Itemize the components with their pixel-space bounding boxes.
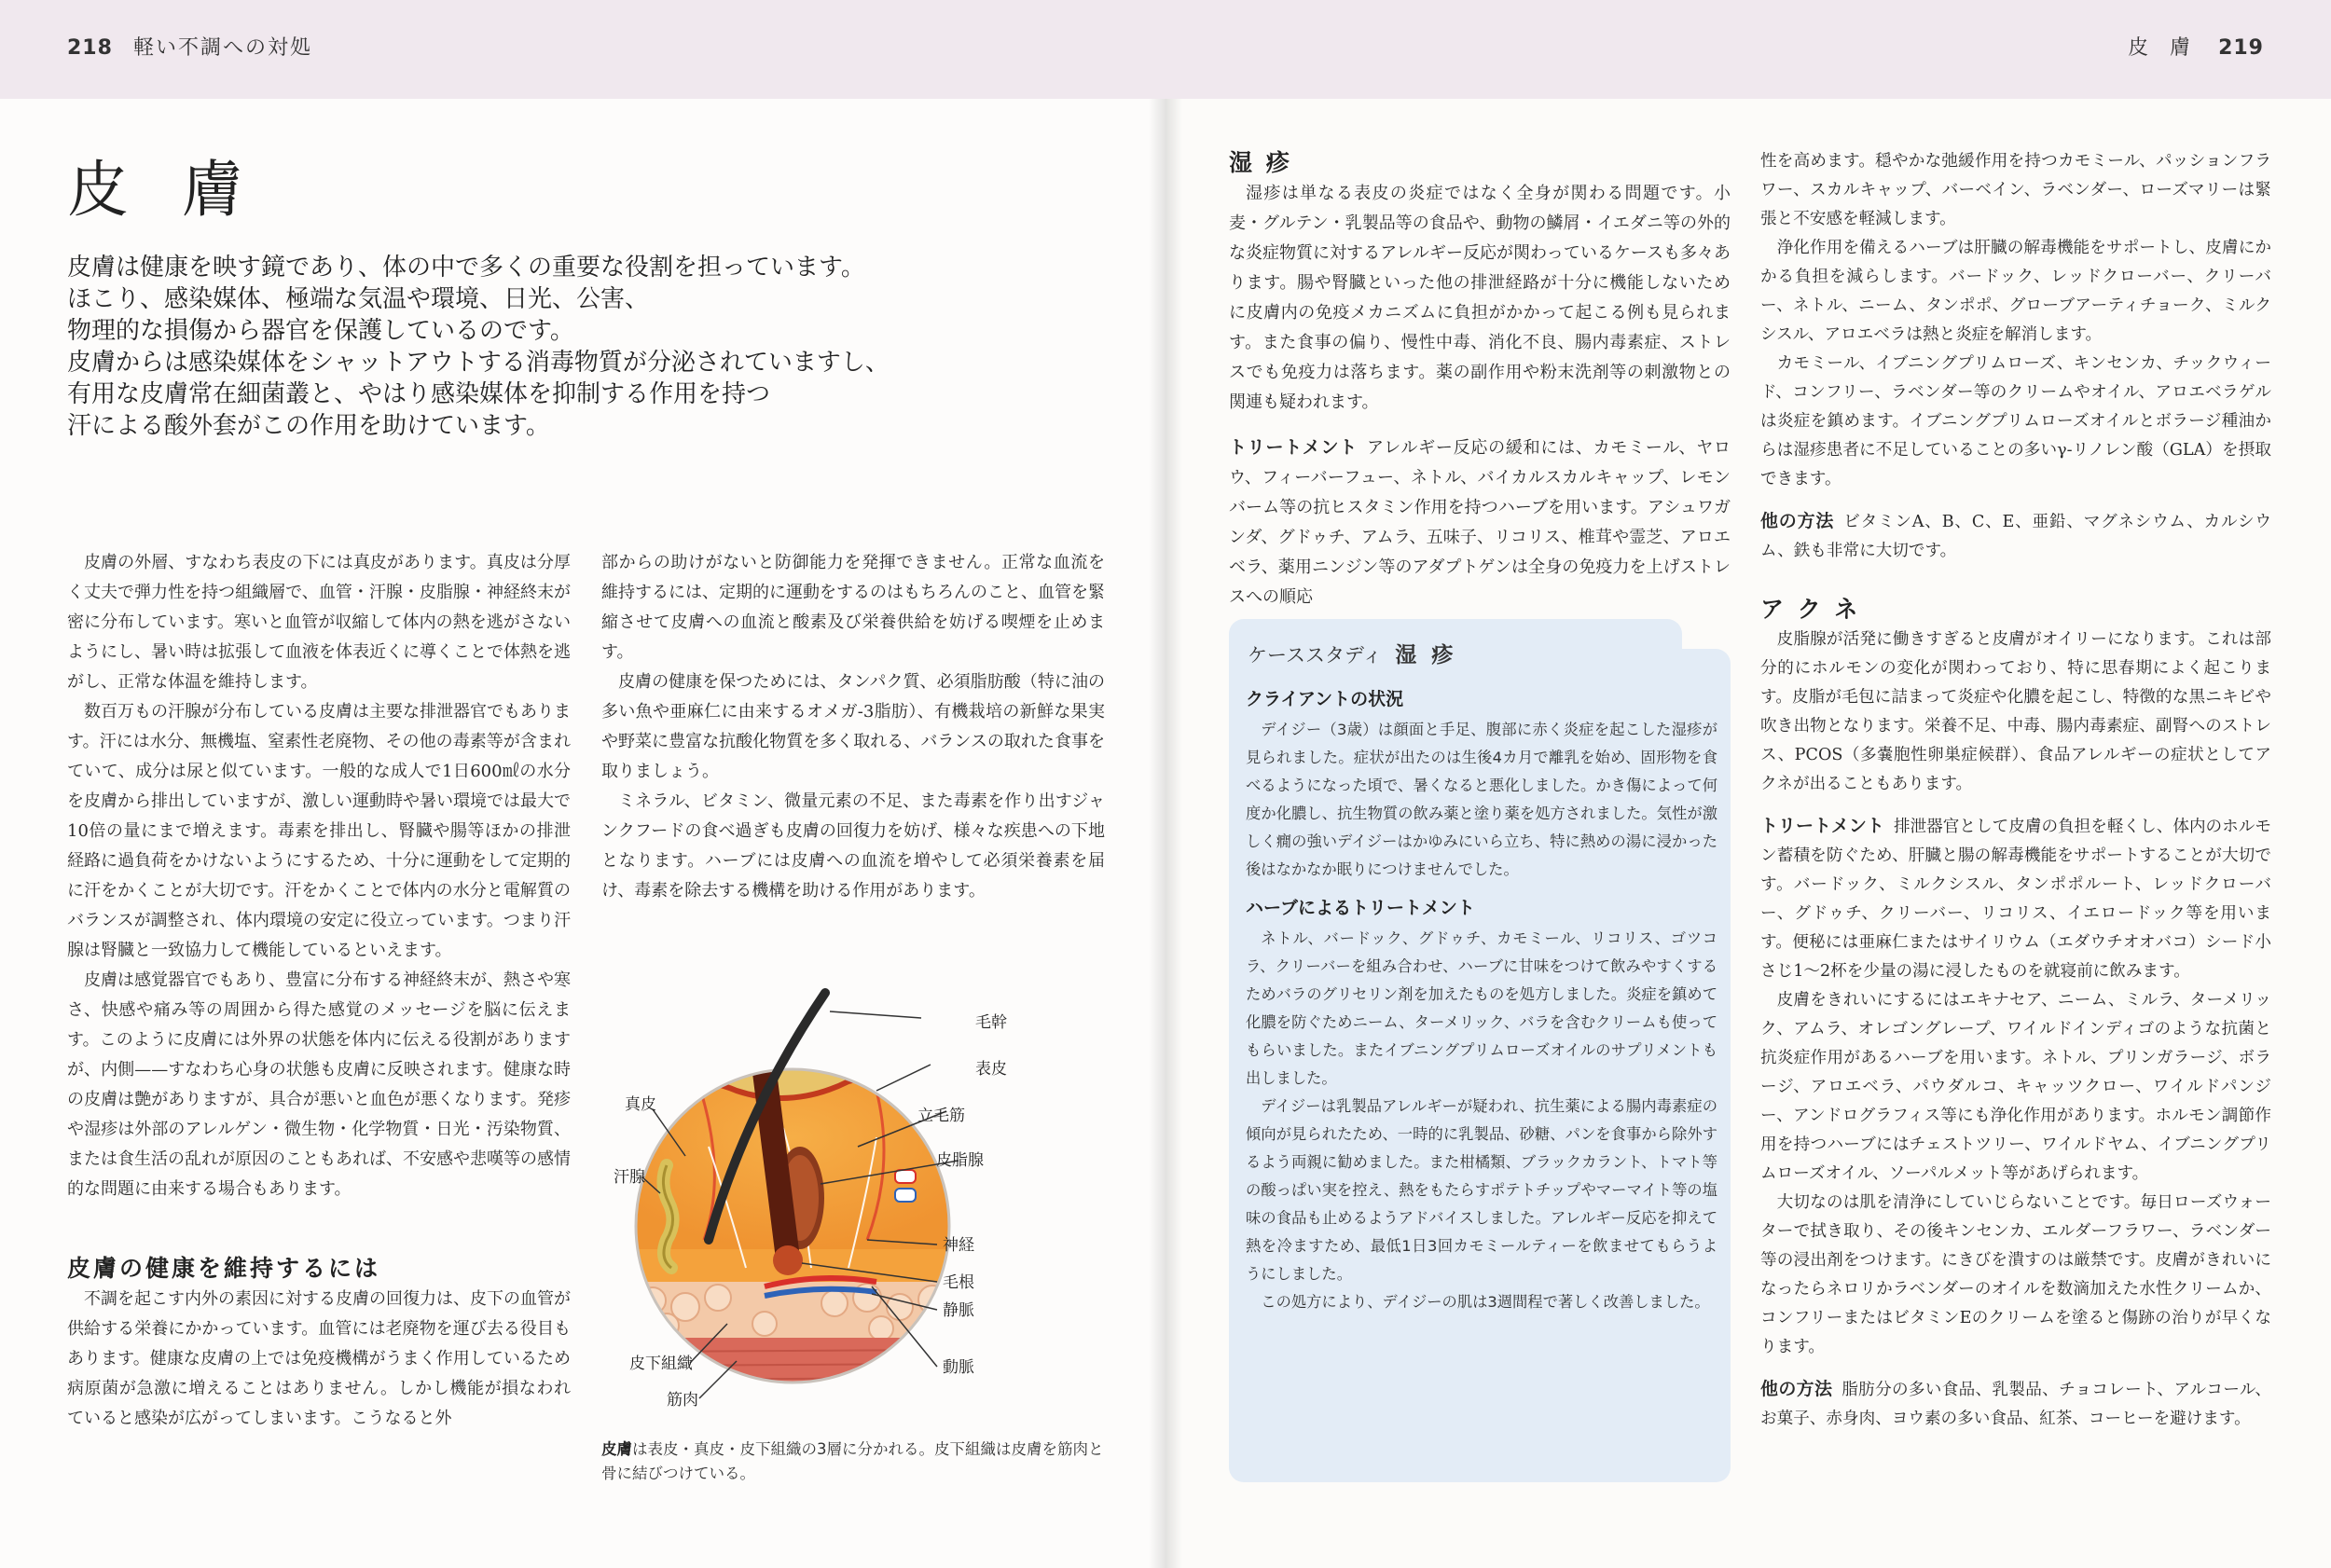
treatment-text: 排泄器官として皮膚の負担を軽くし、体内のホルモン蓄積を防ぐため、肝臓と腸の解毒機能をサポートすることが大切です。バードック、ミルクシスル、タンポポルート、レッドクローバー、グドゥチ、クリーバー、リコリス、イエロードック等を用います。便秘には亜麻仁またはサイリウム（エダウチオオバコ）シード小さじ1〜2杯を少量の湯に浸したものを就寝前に飲みます。	[1760, 818, 2271, 981]
other-methods-label: 他の方法	[1760, 511, 1835, 531]
skin-diagram	[597, 960, 1119, 1408]
case-paragraph: デイジーは乳製品アレルギーが疑われ、抗生薬による腸内毒素症の傾向が見られたため、一時的に乳製品、砂糖、パンを食事から除外するよう両親に勧めました。また柑橘類、ブラックカラント、トマト等の酸っぱい実を控え、熱をもたらすポテトチップやマーマイト等の塩味の食品も止めるようアドバイスしました。アレルギー反応を抑えて熱を冷ますため、最低1日3回カモミールティーを飲ませてもらうようにしました。	[1246, 1097, 1717, 1283]
book-gutter	[1149, 0, 1182, 1568]
case-heading-client: クライアントの状況	[1246, 689, 1404, 709]
body-column-3	[1229, 147, 1731, 612]
section-heading-acne: ア ク ネ	[1760, 596, 1861, 623]
other-methods-label: 他の方法	[1760, 1379, 1833, 1399]
label-arrector-muscle: 立毛筋	[917, 1107, 965, 1125]
body-paragraph: 浄化作用を備えるハーブは肝臓の解毒機能をサポートし、皮膚にかかる負担を減らします。バードック、レッドクローバー、クリーバー、ネトル、ニーム、タンポポ、グローブアーティチョーク、ミルクシスル、アロエベラは熱と炎症を解消します。	[1760, 239, 2271, 344]
intro-line: 皮膚は健康を映す鏡であり、体の中で多くの重要な役割を担っています。	[67, 254, 865, 282]
right-page-number: 219	[2218, 36, 2264, 60]
left-section-title: 軽い不調への対処	[132, 36, 312, 60]
other-methods-paragraph	[1760, 1375, 2271, 1434]
other-methods-text: ビタミンA、B、C、E、亜鉛、マグネシウム、カルシウム、鉄も非常に大切です。	[1760, 513, 2271, 560]
intro-line: 物理的な損傷から器官を保護しているのです。	[67, 317, 574, 345]
body-paragraph: 皮膚の外層、すなわち表皮の下には真皮があります。真皮は分厚く丈夫で弾力性を持つ組織層で、血管・汗腺・皮脂腺・神経終末が密に分布しています。寒いと血管が収縮して体内の熱を逃がさないようにし、暑い時は拡張して血液を体表近くに導くことで体熱を逃がし、正常な体温を維持します。	[67, 553, 571, 692]
section-heading-eczema: 湿 疹	[1229, 149, 1292, 176]
body-paragraph: 不調を起こす内外の素因に対する皮膚の回復力は、皮下の血管が供給する栄養にかかっています。血管には老廃物を運び去る役目もあります。健康な皮膚の上では免疫機構がうまく作用しているため病原菌が急激に増えることはありません。しかし機能が損なわれていると感染が広がってしまいます。こうなると外	[67, 1289, 571, 1428]
body-paragraph: ミネラル、ビタミン、微量元素の不足、また毒素を作り出すジャンクフードの食べ過ぎも皮膚の回復力を妨げ、様々な疾患への下地となります。ハーブには皮膚への血流を増やして必須栄養素を届け、毒素を除去する機構を助ける作用があります。	[601, 791, 1105, 901]
body-paragraph: 数百万もの汗腺が分布している皮膚は主要な排泄器官でもあります。汗には水分、無機塩、窒素性老廃物、その他の毒素等が含まれていて、成分は尿と似ています。一般的な成人で1日600㎖の水分を皮膚から排出していますが、激しい運動時や暑い環境では最大で10倍の量にまで増えます。毒素を排出し、腎臓や腸等ほかの排泄経路に過負荷をかけないようにするため、十分に運動をして定期的に汗をかくことが大切です。汗をかくことで体内の水分と電解質のバランスが調整され、体内環境の安定に役立っています。つまり汗腺は腎臓と一致協力して機能しているといえます。	[67, 702, 571, 960]
case-paragraph: この処方により、デイジーの肌は3週間程で著しく改善しました。	[1261, 1293, 1710, 1311]
page-title: 皮 膚	[67, 154, 260, 226]
case-study-title	[1248, 638, 1456, 668]
case-study-label: ケーススタディ	[1248, 644, 1383, 667]
left-page-number: 218	[67, 36, 113, 60]
body-column-2	[601, 548, 1105, 906]
body-paragraph: カモミール、イブニングプリムローズ、キンセンカ、チックウィード、コンフリー、ラベンダー等のクリームやオイル、アロエベラゲルは炎症を鎮めます。イブニングプリムローズオイルとボラージ種油からは湿疹患者に不足していることの多いγ-リノレン酸（GLA）を摂取できます。	[1760, 354, 2271, 488]
case-paragraph: ネトル、バードック、グドゥチ、カモミール、リコリス、ゴツコラ、クリーバーを組み合わせ、ハーブに甘味をつけて飲みやすくするためバラのグリセリン剤を加えたものを処方しました。炎症を鎮めて化膿を防ぐためニーム、ターメリック、バラを含むクリームも使ってもらいました。またイブニングプリムローズオイルのサプリメントも出しました。	[1246, 929, 1717, 1087]
right-running-header	[2128, 32, 2264, 61]
left-running-header	[67, 32, 312, 61]
caption-text: は表皮・真皮・皮下組織の3層に分かれる。皮下組織は皮膚を筋肉と骨に結びつけている。	[601, 1440, 1104, 1482]
diagram-caption	[601, 1437, 1110, 1486]
label-hair-root: 毛根	[943, 1273, 974, 1292]
intro-line: 皮膚からは感染媒体をシャットアウトする消毒物質が分泌されていますし、	[67, 349, 890, 377]
intro-paragraph	[67, 252, 1093, 442]
acne-treatment-paragraph	[1760, 812, 2271, 986]
label-hair-shaft: 毛幹	[975, 1013, 1007, 1032]
body-paragraph: 皮膚をきれいにするにはエキナセア、ニーム、ミルラ、ターメリック、アムラ、オレゴングレープ、ワイルドインディゴのような抗菌と抗炎症作用があるハーブを用います。ネトル、プリンガラージ、ボラージ、アロエベラ、パウダルコ、キャッツクロー、ワイルドパンジー、アンドログラフィス等にも浄化作用があります。ホルモン調節作用を持つハーブにはチェストツリー、ワイルドヤム、イブニングプリムローズオイル、ソーパルメット等があげられます。	[1760, 991, 2271, 1183]
right-section-title: 皮 膚	[2128, 36, 2199, 60]
other-methods-paragraph	[1760, 507, 2271, 566]
label-subcutis: 皮下組織	[629, 1355, 693, 1373]
treatment-label: トリートメント	[1229, 437, 1359, 458]
intro-line: 汗による酸外套がこの作用を助けています。	[67, 412, 550, 440]
section-heading-skin-health: 皮膚の健康を維持するには	[67, 1255, 381, 1282]
label-artery: 動脈	[943, 1358, 974, 1377]
body-column-4	[1760, 147, 2271, 1434]
case-study-topic: 湿 疹	[1395, 643, 1457, 667]
label-muscle: 筋肉	[667, 1391, 698, 1408]
case-study-body	[1246, 682, 1717, 1316]
label-dermis: 真皮	[625, 1095, 656, 1114]
label-sweat-gland: 汗腺	[614, 1168, 645, 1187]
treatment-label: トリートメント	[1760, 816, 1884, 836]
body-paragraph: 性を高めます。穏やかな弛緩作用を持つカモミール、パッションフラワー、スカルキャップ、バーベイン、ラベンダー、ローズマリーは緊張と不安感を軽減します。	[1760, 152, 2271, 228]
label-nerve: 神経	[943, 1236, 974, 1255]
label-epidermis: 表皮	[975, 1060, 1007, 1079]
caption-bold: 皮膚	[601, 1440, 632, 1458]
other-methods-text: 脂肪分の多い食品、乳製品、チョコレート、アルコール、お菓子、赤身肉、ヨウ素の多い食品、紅茶、コーヒーを避けます。	[1760, 1381, 2271, 1428]
body-paragraph: 部からの助けがないと防御能力を発揮できません。正常な血流を維持するには、定期的に運動をするのはもちろんのこと、血管を緊縮させて皮膚への血流と酸素及び栄養供給を妨げる喫煙を止めます。	[601, 553, 1105, 662]
body-paragraph: 皮膚の健康を保つためには、タンパク質、必須脂肪酸（特に油の多い魚や亜麻仁に由来するオメガ-3脂肪）、有機栽培の新鮮な果実や野菜に豊富な抗酸化物質を多く取れる、バランスの取れた食事を取りましょう。	[601, 672, 1105, 781]
body-paragraph: 皮脂腺が活発に働きすぎると皮膚がオイリーになります。これは部分的にホルモンの変化が関わっており、特に思春期によく起こります。皮脂が毛包に詰まって炎症や化膿を起こし、特徴的な黒ニキビや吹き出物となります。栄養不足、中毒、腸内毒素症、副腎へのストレス、PCOS（多嚢胞性卵巣症候群）、食品アレルギーの症状としてアクネが出ることもあります。	[1760, 630, 2271, 793]
body-paragraph: 湿疹は単なる表皮の炎症ではなく全身が関わる問題です。小麦・グルテン・乳製品等の食品や、動物の鱗屑・イエダニ等の外的な炎症物質に対するアレルギー反応が関わっているケースも多々あります。腸や腎臓といった他の排泄経路が十分に機能しないために皮膚内の免疫メカニズムに負担がかかって起こる例も見られます。また食事の偏り、慢性中毒、消化不良、腸内毒素症、ストレスでも免疫力は落ちます。薬の副作用や粉末洗剤等の刺激物との関連も疑われます。	[1229, 184, 1731, 412]
case-heading-treatment: ハーブによるトリートメント	[1246, 898, 1475, 918]
intro-line: ほこり、感染媒体、極端な気温や環境、日光、公害、	[67, 285, 650, 313]
body-column-1	[67, 548, 571, 1434]
intro-line: 有用な皮膚常在細菌叢と、やはり感染媒体を抑制する作用を持つ	[67, 380, 771, 408]
case-paragraph: デイジー（3歳）は顔面と手足、腹部に赤く炎症を起こした湿疹が見られました。症状が出たのは生後4カ月で離乳を始め、固形物を食べるようになった頃で、暑くなると悪化しました。かき傷によって何度か化膿し、抗生物質の飲み薬と塗り薬を処方されました。気性が激しく癇の強いデイジーはかゆみにいら立ち、特に熱めの湯に浸かった後はなかなか眠りにつけませんでした。	[1246, 721, 1717, 878]
treatment-paragraph	[1229, 433, 1731, 612]
label-sebaceous-gland: 皮脂腺	[936, 1151, 984, 1170]
body-paragraph: 皮膚は感覚器官でもあり、豊富に分布する神経終末が、熱さや寒さ、快感や痛み等の周囲から得た感覚のメッセージを脳に伝えます。このように皮膚には外界の状態を体内に伝える役割がありますが、内側——すなわち心身の状態も皮膚に反映されます。健康な時の皮膚は艶がありますが、具合が悪いと血色が悪くなります。発疹や湿疹は外部のアレルゲン・微生物・化学物質・日光・汚染物質、または食生活の乱れが原因のこともあれば、不安感や悲嘆等の感情的な問題に由来する場合もあります。	[67, 970, 571, 1199]
body-paragraph: 大切なのは肌を清浄にしていじらないことです。毎日ローズウォーターで拭き取り、その後キンセンカ、エルダーフラワー、ラベンダー等の浸出剤をつけます。にきびを潰すのは厳禁です。皮膚がきれいになったらネロリかラベンダーのオイルを数滴加えた水性クリームか、コンフリーまたはビタミンEのクリームを塗ると傷跡の治りが早くなります。	[1760, 1193, 2271, 1356]
treatment-text: アレルギー反応の緩和には、カモミール、ヤロウ、フィーバーフュー、ネトル、バイカルスカルキャップ、レモンバーム等の抗ヒスタミン作用を持つハーブを用います。アシュワガンダ、グドゥチ、アムラ、五味子、リコリス、椎茸や霊芝、アロエベラ、薬用ニンジン等のアダプトゲンは全身の免疫力を上げストレスへの順応	[1229, 438, 1731, 607]
label-vein: 静脈	[943, 1301, 974, 1320]
hair-root-shape	[773, 1245, 803, 1275]
